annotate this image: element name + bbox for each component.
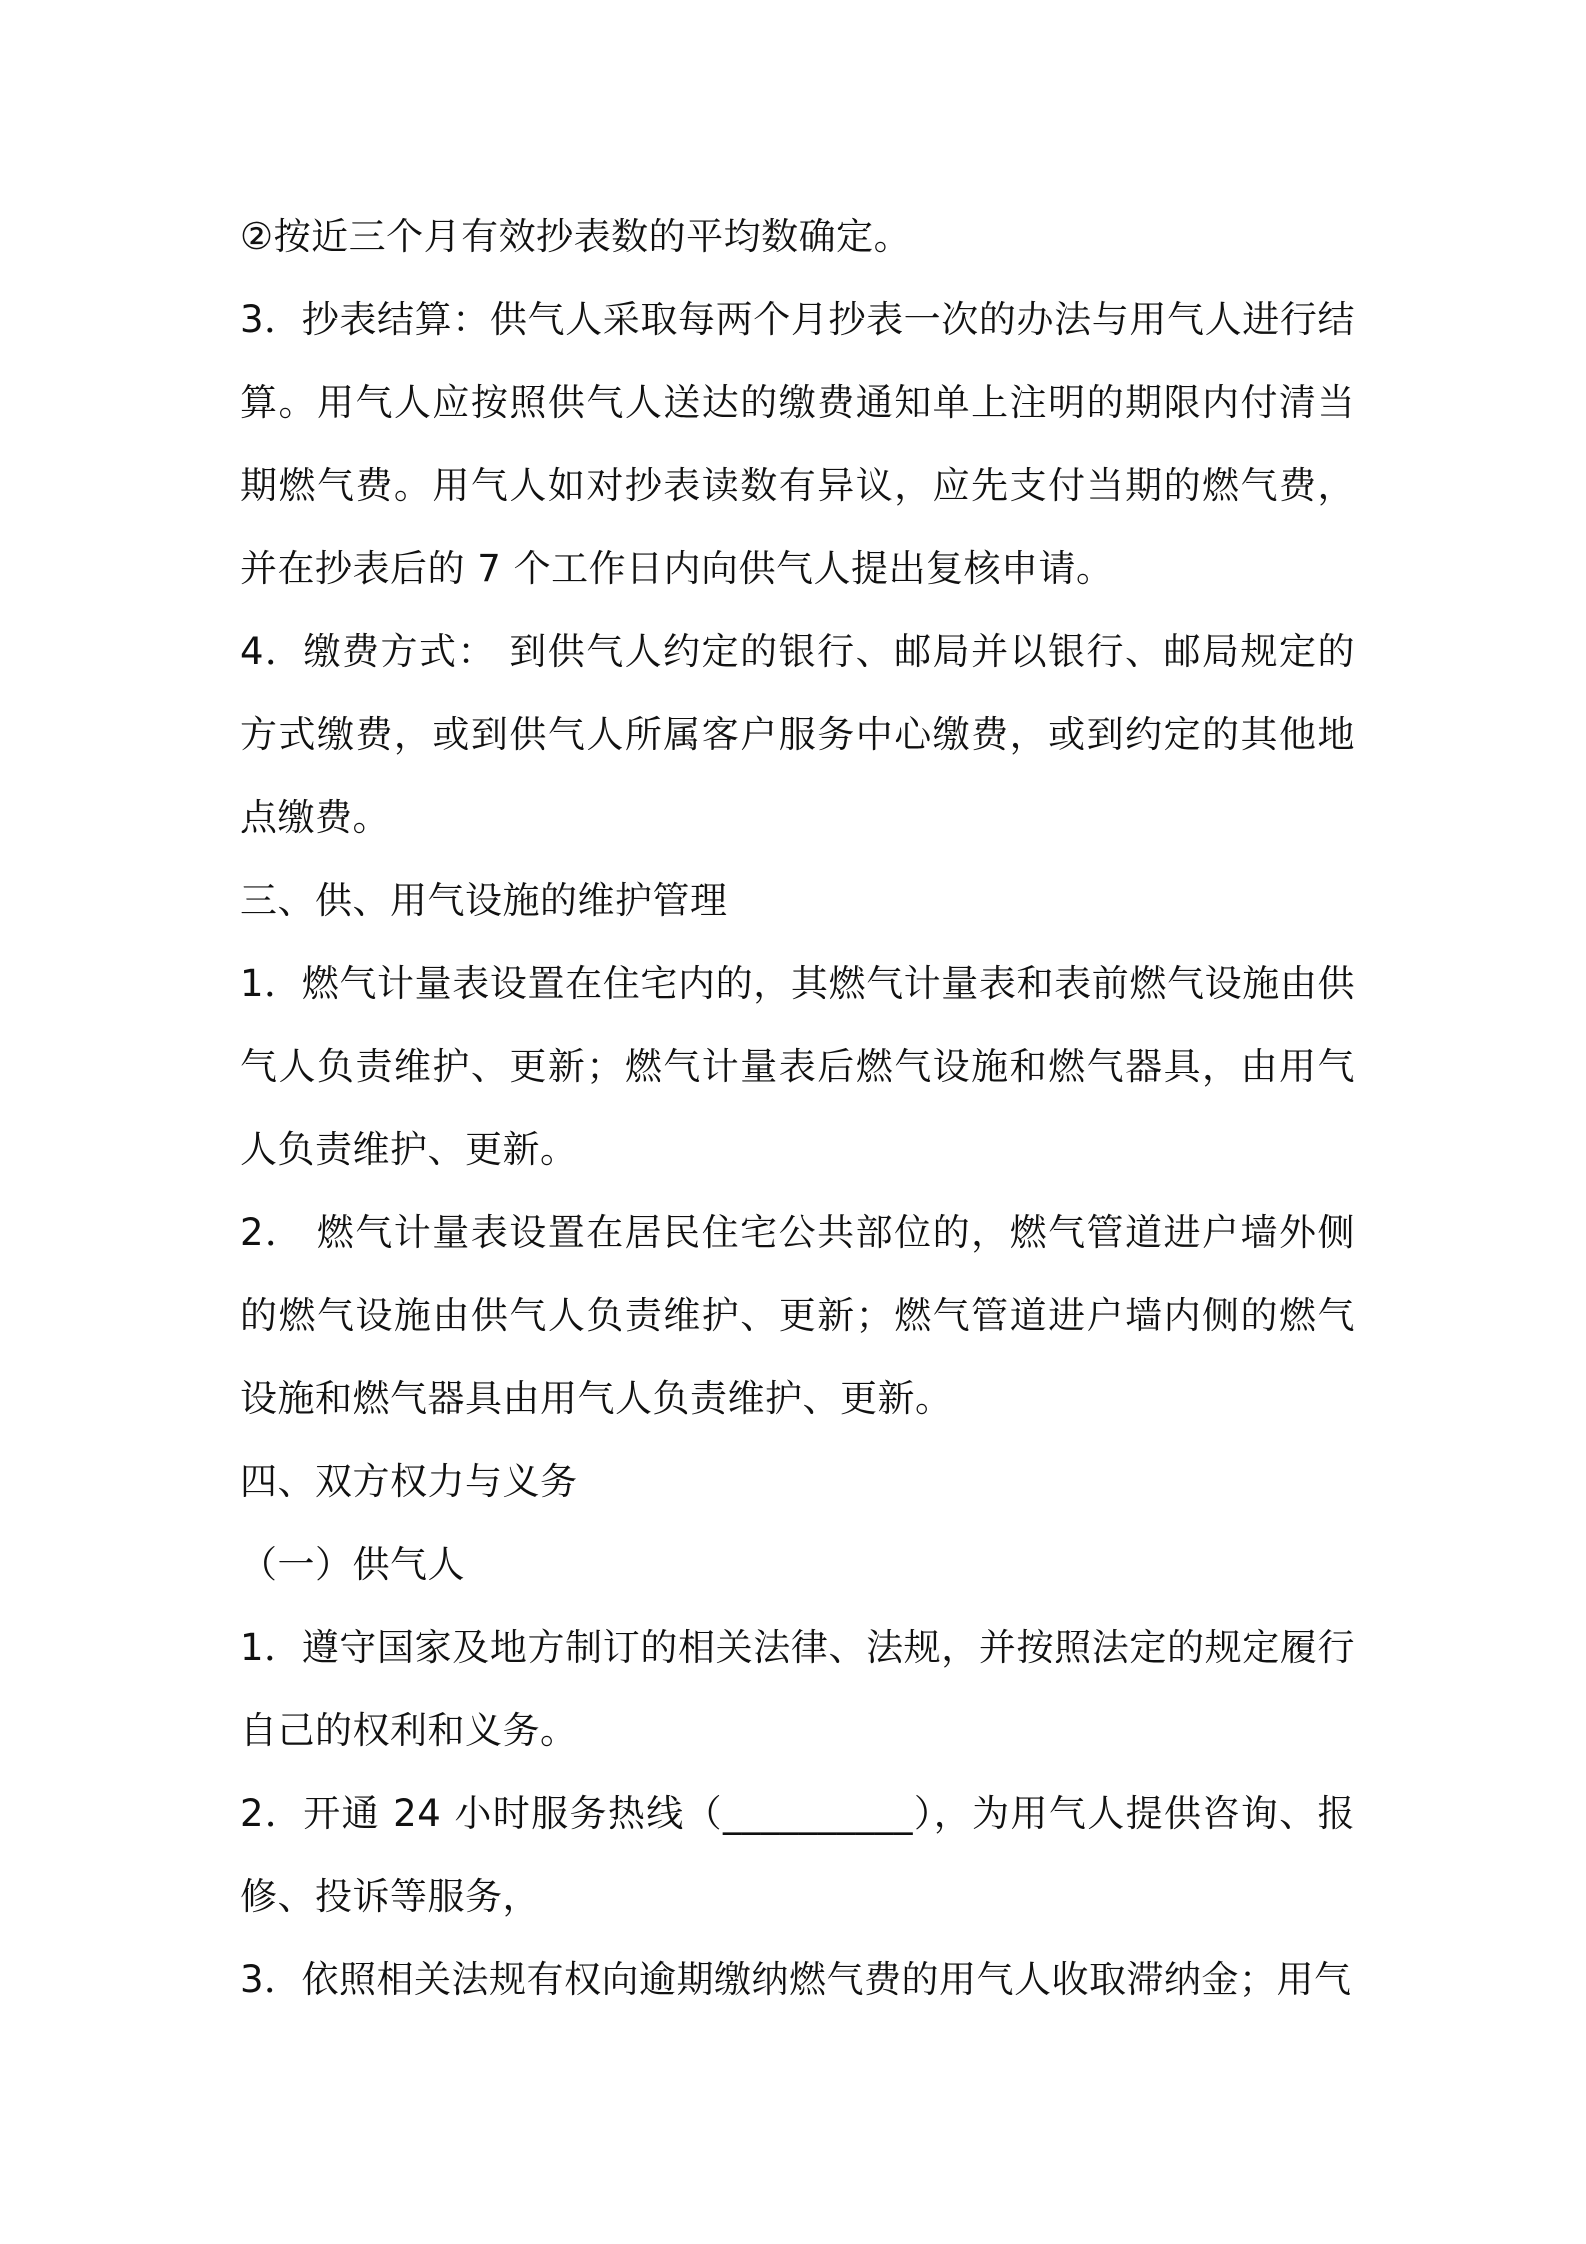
paragraph-meter-settlement: 3．抄表结算：供气人采取每两个月抄表一次的办法与用气人进行结算。用气人应按照供气人送达的缴费通知单上注明的期限内付清当期燃气费。用气人如对抄表读数有异议，应先支付当期的燃气费，并在抄表后的 7 个工作日内向供气人提出复核申请。 (240, 298, 1355, 590)
section-heading-maintenance: 三、供、用气设施的维护管理 (240, 879, 728, 922)
section-heading-rights-obligations: 四、双方权力与义务 (240, 1460, 578, 1503)
paragraph-meter-average: ②按近三个月有效抄表数的平均数确定。 (240, 215, 912, 258)
paragraph-supplier-hotline: 2．开通 24 小时服务热线（__________），为用气人提供咨询、报修、投诉等服务， (240, 1792, 1355, 1918)
paragraph-payment-method: 4．缴费方式： 到供气人约定的银行、邮局并以银行、邮局规定的方式缴费，或到供气人所属客户服务中心缴费，或到约定的其他地点缴费。 (240, 630, 1355, 839)
paragraph-public-meter: 2． 燃气计量表设置在居民住宅公共部位的，燃气管道进户墙外侧的燃气设施由供气人负责维护、更新；燃气管道进户墙内侧的燃气设施和燃气器具由用气人负责维护、更新。 (240, 1211, 1355, 1420)
paragraph-supplier-late-fee: 3．依照相关法规有权向逾期缴纳燃气费的用气人收取滞纳金；用气 (240, 1958, 1352, 2001)
paragraph-indoor-meter: 1．燃气计量表设置在住宅内的，其燃气计量表和表前燃气设施由供气人负责维护、更新；燃气计量表后燃气设施和燃气器具，由用气人负责维护、更新。 (240, 962, 1355, 1171)
paragraph-supplier-laws: 1．遵守国家及地方制订的相关法律、法规，并按照法定的规定履行自己的权利和义务。 (240, 1626, 1355, 1752)
document-body (240, 195, 1355, 2021)
subsection-heading-supplier: （一）供气人 (240, 1543, 465, 1586)
